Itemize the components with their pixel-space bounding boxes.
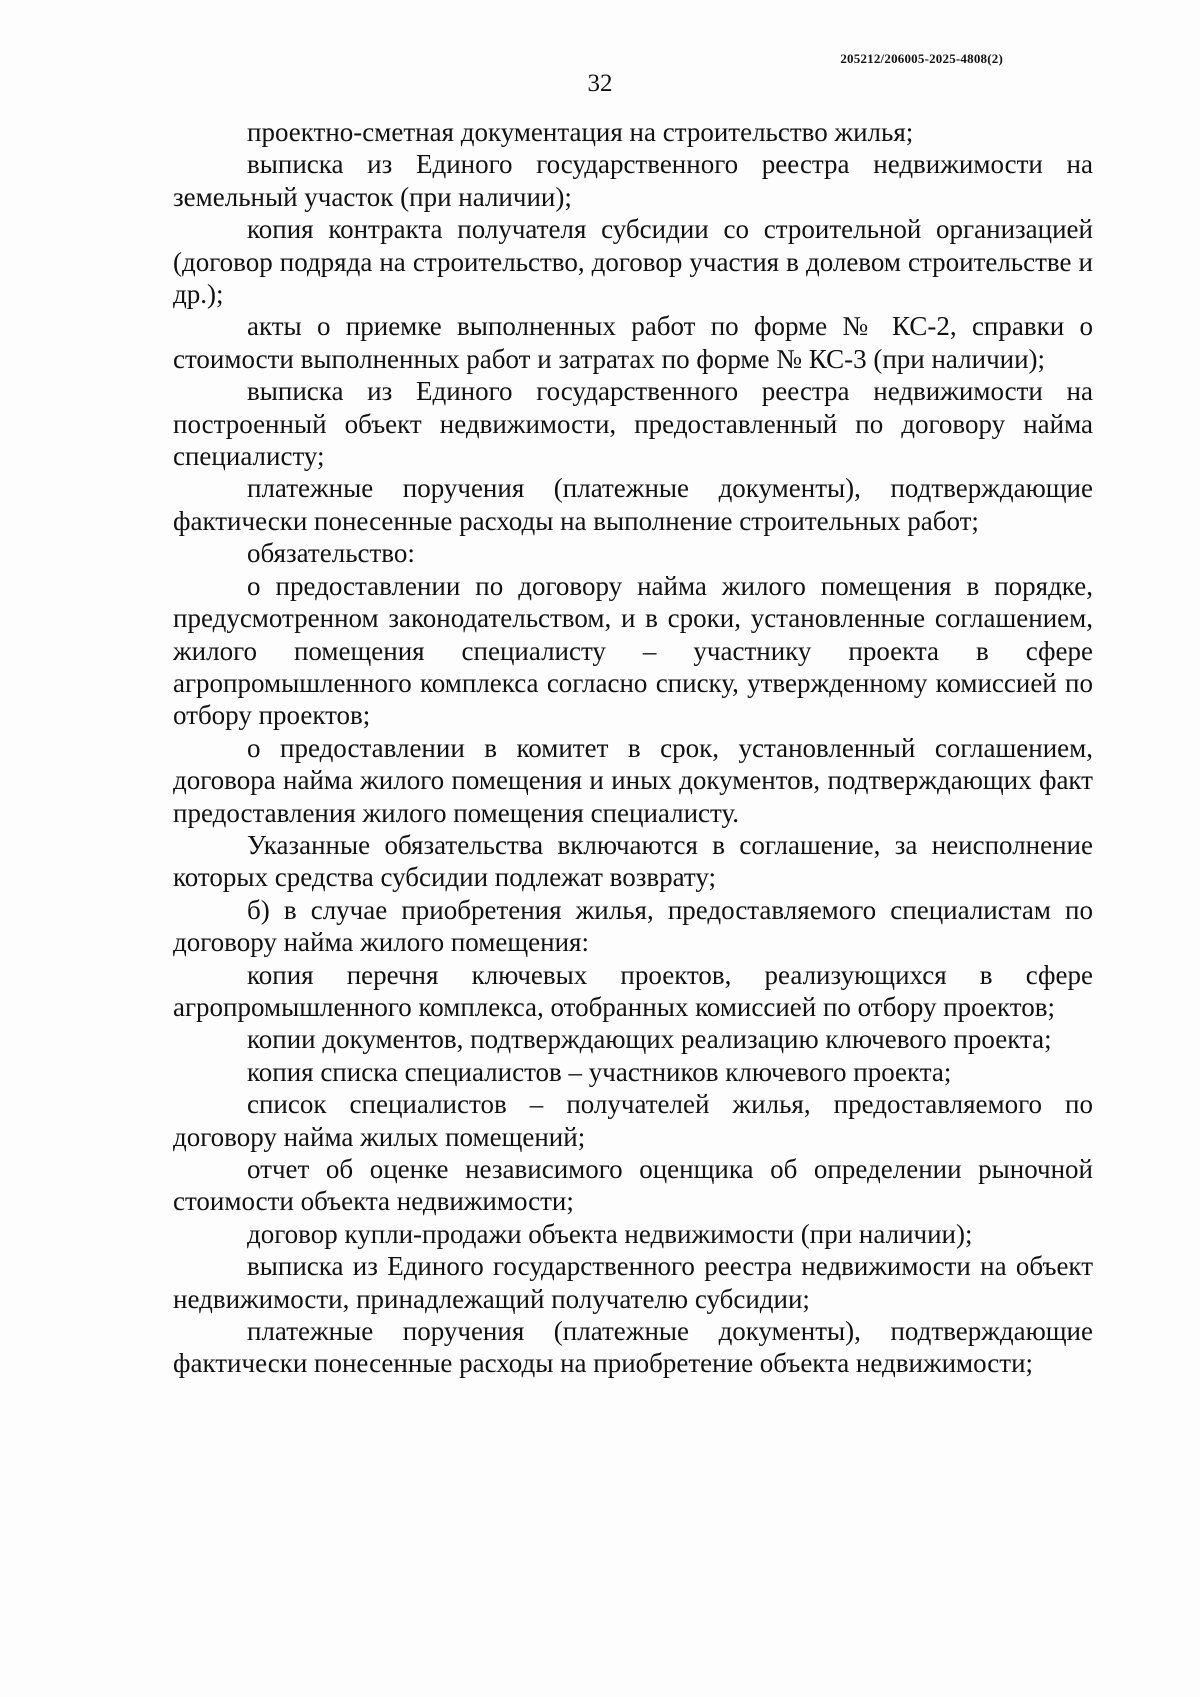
paragraph-key-projects-list: копия перечня ключевых проектов, реализующихся в сфере агропромышленного комплекса, отобранных комиссией по отбору проектов; (173, 959, 1093, 1022)
paragraph-obligation-documents-submission: о предоставлении в комитет в срок, установленный соглашением, договора найма жилого помещения и иных документов, подтверждающих факт предоставления жилого помещения специалисту. (173, 732, 1093, 828)
paragraph-payment-orders-construction: платежные поручения (платежные документы), подтверждающие фактически понесенные расходы на выполнение строительных работ; (173, 473, 1093, 536)
paragraph-construction-contract: копия контракта получателя субсидии со строительной организацией (договор подряда на строительство, договор участия в долевом строительстве и др.); (173, 214, 1093, 310)
paragraph-built-object-registry-extract: выписка из Единого государственного реестра недвижимости на построенный объект недвижимости, предоставленный по договору найма специалисту; (173, 376, 1093, 472)
paragraph-land-registry-extract: выписка из Единого государственного реестра недвижимости на земельный участок (при наличии); (173, 149, 1093, 212)
paragraph-housing-recipients-list: список специалистов – получателей жилья, предоставляемого по договору найма жилых помещений; (173, 1089, 1093, 1152)
page-number: 32 (587, 70, 613, 97)
paragraph-object-registry-extract: выписка из Единого государственного реестра недвижимости на объект недвижимости, принадлежащий получателю субсидии; (173, 1251, 1093, 1314)
paragraph-obligation-heading: обязательство: (247, 538, 415, 569)
paragraph-valuation-report: отчет об оценке независимого оценщика об определении рыночной стоимости объекта недвижимости; (173, 1154, 1093, 1217)
paragraph-key-project-documents: копии документов, подтверждающих реализацию ключевого проекта; (247, 1024, 1052, 1055)
paragraph-acceptance-acts: акты о приемке выполненных работ по форме № КС-2, справки о стоимости выполненных работ и затратах по форме № КС-3 (при наличии); (173, 311, 1093, 374)
paragraph-project-documentation: проектно-сметная документация на строительство жилья; (247, 117, 914, 147)
paragraph-obligations-in-agreement: Указанные обязательства включаются в соглашение, за неисполнение которых средства субсидии подлежат возврату; (173, 829, 1093, 893)
paragraph-participants-list: копия списка специалистов – участников ключевого проекта; (247, 1056, 952, 1087)
paragraph-payment-orders-purchase: платежные поручения (платежные документы), подтверждающие фактически понесенные расходы на приобретение объекта недвижимости; (173, 1316, 1093, 1379)
document-body (173, 116, 1093, 1380)
paragraph-item-b-housing-purchase: б) в случае приобретения жилья, предоставляемого специалистам по договору найма жилого помещения: (173, 894, 1093, 958)
paragraph-obligation-housing-provision: о предоставлении по договору найма жилого помещения в порядке, предусмотренном законодательством, и в сроки, установленные соглашением, жилого помещения специалисту – участнику проекта в сфере агропромышленного комплекса согласно списку, утвержденному комиссией по отбору проектов; (173, 570, 1093, 731)
document-registration-number: 205212/206005-2025-4808(2) (840, 51, 1003, 66)
paragraph-purchase-agreement: договор купли-продажи объекта недвижимости (при наличии); (247, 1218, 973, 1249)
